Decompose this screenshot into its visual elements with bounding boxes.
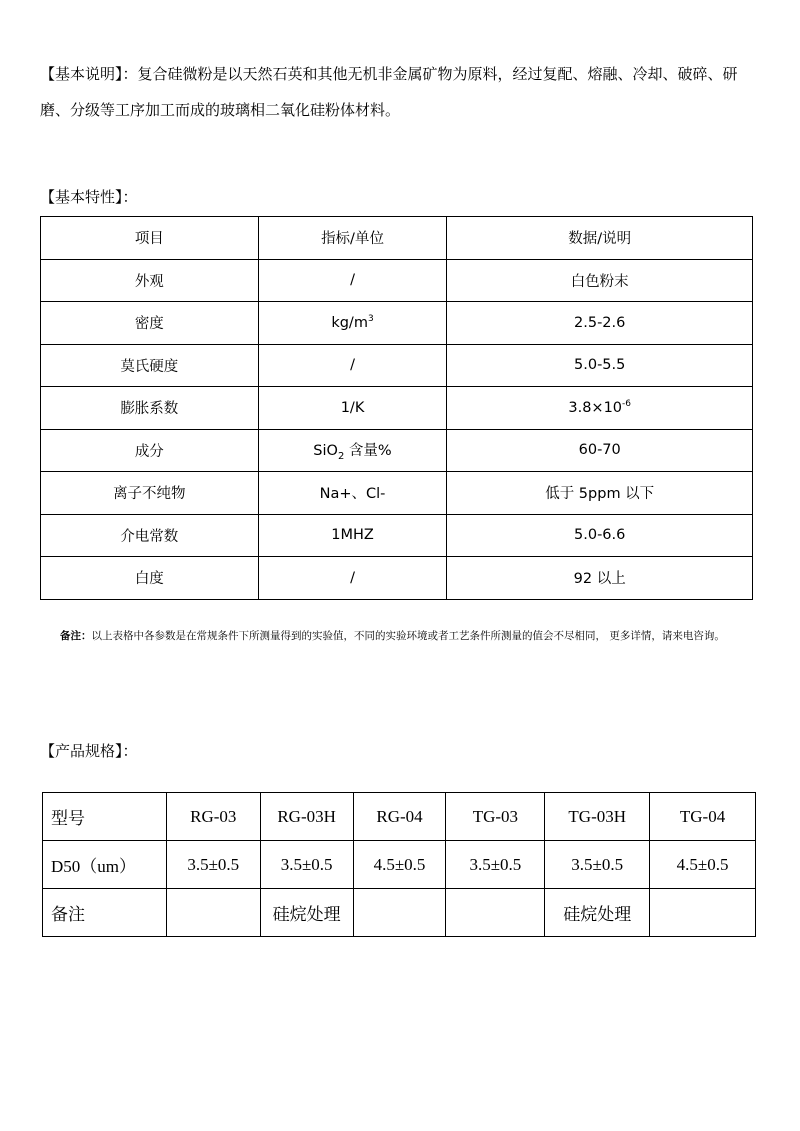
table-row [41,387,753,430]
model-row [43,793,756,841]
cell-item: 离子不纯物 [41,472,259,515]
row-label-remark: 备注 [43,889,167,937]
cell-unit: 1MHZ [258,514,447,557]
cell-unit [258,429,447,472]
value-superscript: -6 [622,399,632,410]
value-text: 3.8×10 [568,400,623,417]
model-cell: TG-03H [545,793,650,841]
cell-item: 外观 [41,259,259,302]
header-value: 数据/说明 [447,217,753,260]
properties-table [40,216,753,600]
model-cell: TG-03 [446,793,545,841]
table-row [41,472,753,515]
cell-value: 92 以上 [447,557,753,600]
cell-unit: 1/K [258,387,447,430]
cell-unit [258,302,447,345]
remark-cell [446,889,545,937]
remark-row [43,889,756,937]
d50-cell: 3.5±0.5 [166,841,260,889]
table-row [41,259,753,302]
remark-cell: 硅烷处理 [545,889,650,937]
remark-cell [166,889,260,937]
d50-row [43,841,756,889]
table-note [40,624,762,648]
cell-item: 白度 [41,557,259,600]
d50-cell: 4.5±0.5 [650,841,756,889]
model-cell: RG-03 [166,793,260,841]
note-label: 备注 [60,630,81,642]
table-row [41,429,753,472]
unit-superscript: 3 [367,314,374,325]
table-row [41,344,753,387]
cell-value: 2.5-2.6 [447,302,753,345]
cell-unit: Na+、Cl- [258,472,447,515]
table-row [41,302,753,345]
remark-cell: 硅烷处理 [260,889,353,937]
cell-value: 5.0-5.5 [447,344,753,387]
intro-colon: ： [122,65,138,83]
table-row [41,514,753,557]
d50-cell: 3.5±0.5 [446,841,545,889]
d50-cell: 4.5±0.5 [353,841,446,889]
cell-item: 膨胀系数 [41,387,259,430]
specs-heading: 【产品规格】： [40,742,138,760]
cell-value: 低于 5ppm 以下 [447,472,753,515]
cell-value: 60-70 [447,429,753,472]
d50-cell: 3.5±0.5 [260,841,353,889]
header-unit: 指标/单位 [258,217,447,260]
model-cell: TG-04 [650,793,756,841]
table-row [41,557,753,600]
unit-suffix: 含量% [344,442,392,459]
note-text: 以上表格中各参数是在常规条件下所测量得到的实验值，不同的实验环境或者工艺条件所测量的值会不尽相同， 更多详情，请来电咨询。 [91,630,725,642]
intro-paragraph [40,56,762,128]
cell-value [447,387,753,430]
cell-item: 介电常数 [41,514,259,557]
unit-text: kg/m [331,315,368,332]
unit-text: SiO [313,442,338,459]
cell-item: 莫氏硬度 [41,344,259,387]
cell-item: 成分 [41,429,259,472]
d50-cell: 3.5±0.5 [545,841,650,889]
remark-cell [353,889,446,937]
intro-label: 【基本说明】 [40,65,123,83]
remark-cell [650,889,756,937]
properties-heading: 【基本特性】： [40,188,138,206]
intro-text: 复合硅微粉是以天然石英和其他无机非金属矿物为原料，经过复配、熔融、冷却、破碎、研磨、分级等工序加工而成的玻璃相二氧化硅粉体材料。 [40,65,738,119]
row-label-d50: D50（um） [43,841,167,889]
cell-item: 密度 [41,302,259,345]
cell-unit: / [258,259,447,302]
header-item: 项目 [41,217,259,260]
table-header-row [41,217,753,260]
specs-table [42,792,756,937]
model-cell: RG-03H [260,793,353,841]
cell-unit: / [258,344,447,387]
row-label-model: 型号 [43,793,167,841]
cell-value: 白色粉末 [447,259,753,302]
cell-unit: / [258,557,447,600]
model-cell: RG-04 [353,793,446,841]
cell-value: 5.0-6.6 [447,514,753,557]
unit-subscript: 2 [337,450,345,462]
note-colon: ： [81,630,92,642]
